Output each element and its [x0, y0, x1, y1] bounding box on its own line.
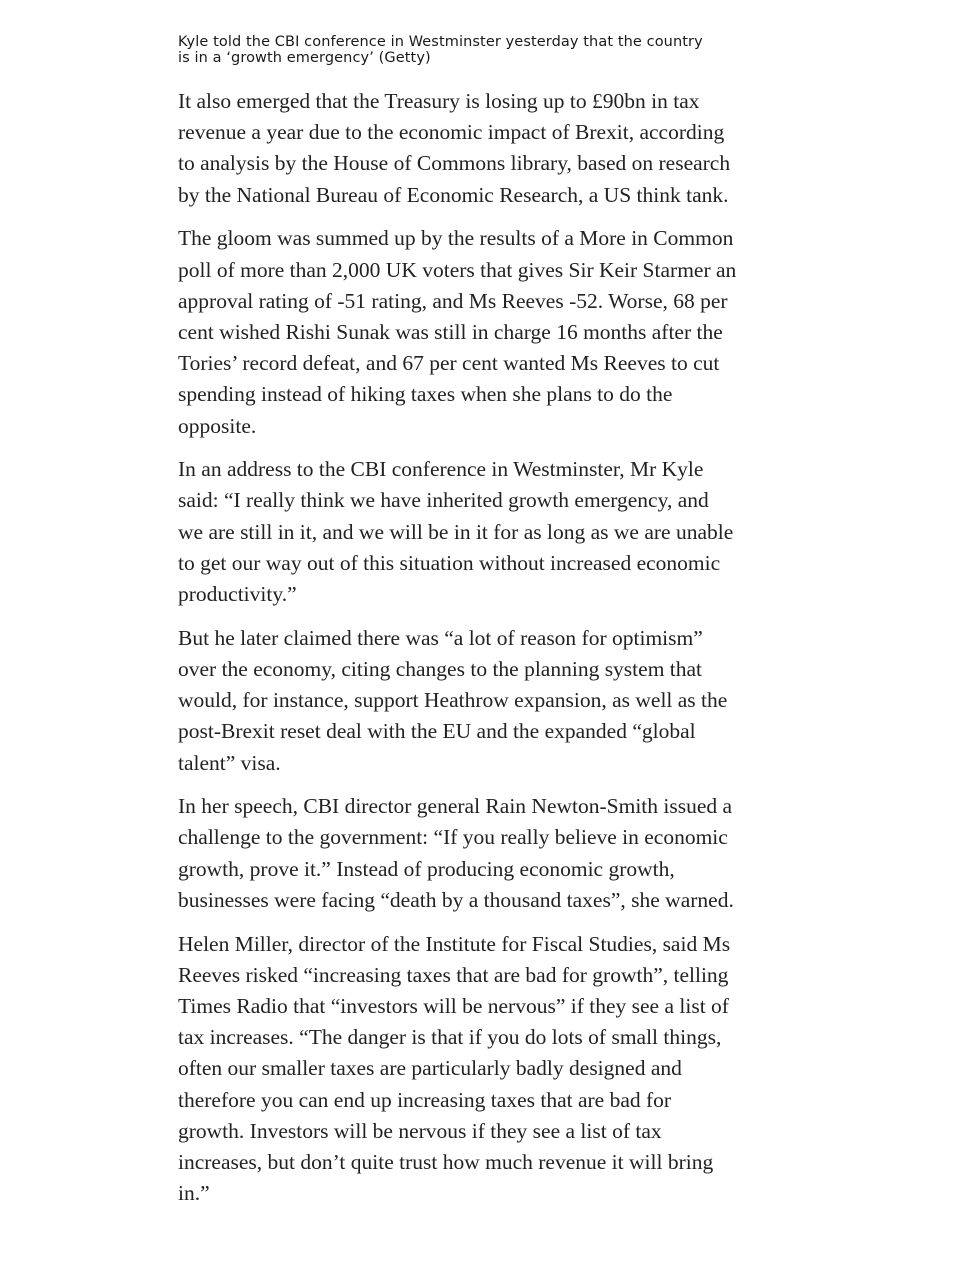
- paragraph-line: In an address to the CBI conference in Westminster, Mr Kyle: [178, 457, 704, 482]
- paragraph-line: poll of more than 2,000 UK voters that gives Sir Keir Starmer an: [178, 257, 737, 282]
- paragraph-line: we are still in it, and we will be in it for as long as we are unable: [178, 519, 734, 544]
- article-paragraphs: [178, 86, 788, 1209]
- article-paragraph: [178, 929, 788, 1210]
- paragraph-line: increases, but don’t quite trust how much revenue it will bring: [178, 1150, 714, 1174]
- paragraph-line: Reeves risked “increasing taxes that are bad for growth”, telling: [178, 962, 729, 987]
- paragraph-line: The gloom was summed up by the results of a More in Common: [178, 226, 734, 251]
- article-body: [178, 34, 788, 1222]
- paragraph-line: talent” visa.: [178, 750, 281, 775]
- paragraph-line: therefore you can end up increasing taxes that are bad for: [178, 1087, 672, 1112]
- paragraph-line: post-Brexit reset deal with the EU and the expanded “global: [178, 719, 696, 744]
- paragraph-line: In her speech, CBI director general Rain Newton-Smith issued a: [178, 794, 733, 819]
- article-paragraph: [178, 791, 788, 916]
- caption-line: Kyle told the CBI conference in Westminster yesterday that the country: [178, 34, 703, 50]
- paragraph-line: by the National Bureau of Economic Research, a US think tank.: [178, 182, 729, 207]
- paragraph-line: growth, prove it.” Instead of producing economic growth,: [178, 856, 675, 881]
- paragraph-line: to get our way out of this situation without increased economic: [178, 550, 721, 575]
- paragraph-line: spending instead of hiking taxes when she plans to do the: [178, 382, 673, 407]
- paragraph-line: revenue a year due to the economic impact of Brexit, according: [178, 120, 725, 145]
- paragraph-line: businesses were facing “death by a thousand taxes”, she warned.: [178, 887, 734, 912]
- paragraph-line: Helen Miller, director of the Institute for Fiscal Studies, said Ms: [178, 931, 731, 956]
- paragraph-line: would, for instance, support Heathrow expansion, as well as the: [178, 688, 728, 713]
- paragraph-line: opposite.: [178, 413, 257, 438]
- paragraph-line: cent wished Rishi Sunak was still in charge 16 months after the: [178, 319, 723, 344]
- paragraph-line: said: “I really think we have inherited growth emergency, and: [178, 488, 709, 513]
- paragraph-line: over the economy, citing changes to the planning system that: [178, 656, 703, 681]
- paragraph-line: to analysis by the House of Commons library, based on research: [178, 151, 731, 176]
- paragraph-line: tax increases. “The danger is that if you do lots of small things,: [178, 1025, 722, 1050]
- article-paragraph: [178, 86, 788, 211]
- caption-line: is in a ‘growth emergency’ (Getty): [178, 50, 431, 66]
- paragraph-line: often our smaller taxes are particularly badly designed and: [178, 1056, 682, 1081]
- paragraph-line: in.”: [178, 1181, 210, 1206]
- paragraph-line: But he later claimed there was “a lot of reason for optimism”: [178, 625, 703, 650]
- paragraph-line: Times Radio that “investors will be nervous” if they see a list of: [178, 993, 729, 1018]
- paragraph-line: It also emerged that the Treasury is losing up to £90bn in tax: [178, 89, 700, 113]
- article-paragraph: [178, 623, 788, 779]
- paragraph-line: challenge to the government: “If you really believe in economic: [178, 825, 728, 850]
- article-paragraph: [178, 223, 788, 441]
- article-paragraph: [178, 454, 788, 610]
- paragraph-line: approval rating of -51 rating, and Ms Reeves -52. Worse, 68 per: [178, 288, 728, 313]
- image-caption: [178, 34, 788, 66]
- paragraph-line: productivity.”: [178, 582, 297, 607]
- paragraph-line: growth. Investors will be nervous if they see a list of tax: [178, 1118, 662, 1143]
- paragraph-line: Tories’ record defeat, and 67 per cent wanted Ms Reeves to cut: [178, 351, 720, 376]
